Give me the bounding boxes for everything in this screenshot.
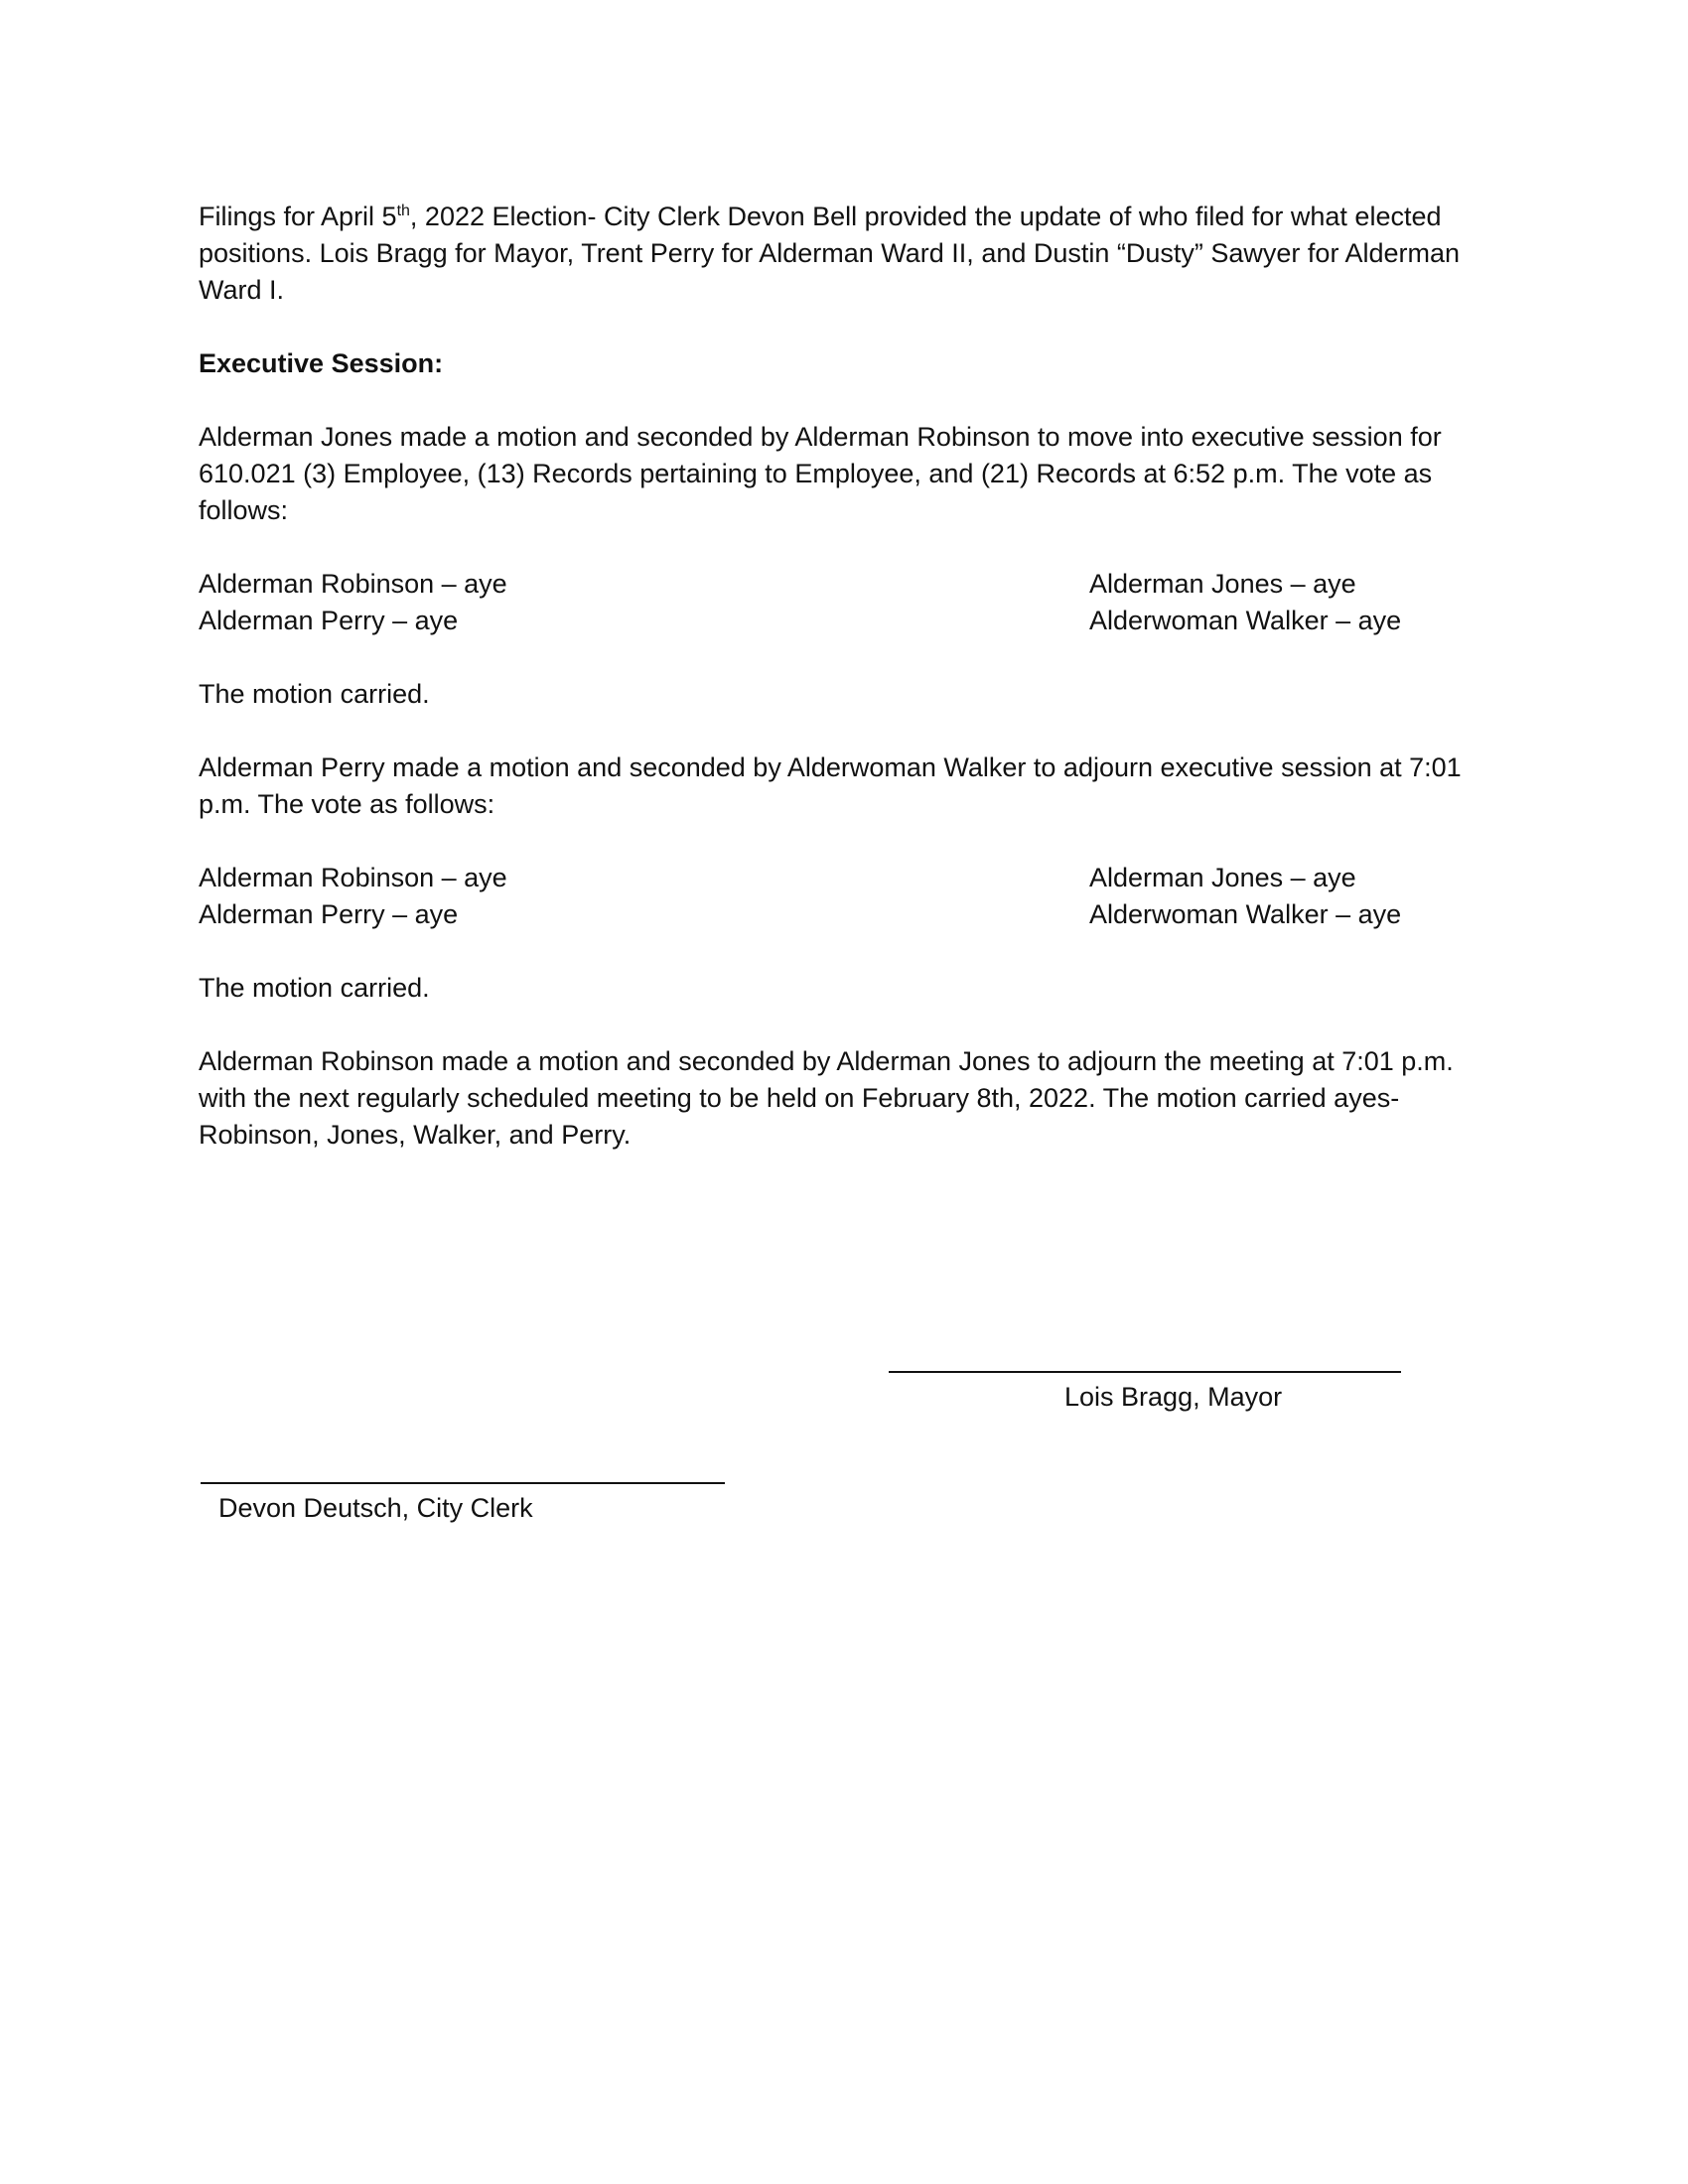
vote-perry: Alderman Perry – aye xyxy=(199,899,459,929)
vote-walker: Alderwoman Walker – aye xyxy=(1089,606,1402,635)
filings-text-start: Filings for April 5 xyxy=(199,202,397,231)
vote-jones: Alderman Jones – aye xyxy=(1089,863,1356,892)
motion-executive-session: Alderman Jones made a motion and seconded by Alderman Robinson to move into executive session for 610.021 (3) Employee, (13) Records pertaining to Employee, and (21) Records at 6:52 p.m. The vote as follows: xyxy=(199,422,1442,525)
mayor-signature-line xyxy=(889,1371,1401,1373)
filings-superscript: th xyxy=(396,203,410,219)
vote-walker: Alderwoman Walker – aye xyxy=(1089,899,1402,929)
document-body xyxy=(199,199,1489,1190)
vote-robinson: Alderman Robinson – aye xyxy=(199,863,507,892)
clerk-signature-line xyxy=(201,1482,725,1484)
vote-perry: Alderman Perry – aye xyxy=(199,606,459,635)
motion-result-1: The motion carried. xyxy=(199,679,430,709)
clerk-signature-label: Devon Deutsch, City Clerk xyxy=(218,1493,533,1523)
vote-list-2 xyxy=(199,860,1489,933)
vote-robinson: Alderman Robinson – aye xyxy=(199,569,507,599)
executive-session-heading: Executive Session: xyxy=(199,348,444,378)
filings-text-end: , 2022 Election- City Clerk Devon Bell provided the update of who filed for what elected positions. Lois Bragg for Mayor, Trent Perry for Alderman Ward II, and Dustin “Dusty” Sawyer for Alderman Ward I. xyxy=(199,202,1461,305)
vote-list-1 xyxy=(199,566,1489,639)
motion-adjourn-executive: Alderman Perry made a motion and seconded by Alderwoman Walker to adjourn executive session at 7:01 p.m. The vote as follows: xyxy=(199,752,1462,819)
motion-result-2: The motion carried. xyxy=(199,973,430,1003)
motion-adjourn-meeting: Alderman Robinson made a motion and seconded by Alderman Jones to adjourn the meeting at 7:01 p.m. with the next regularly scheduled meeting to be held on February 8th, 2022. The motion carried ayes- Robinson, Jones, Walker, and Perry. xyxy=(199,1046,1454,1150)
filings-paragraph xyxy=(199,199,1489,309)
mayor-signature-label: Lois Bragg, Mayor xyxy=(1064,1382,1283,1412)
vote-jones: Alderman Jones – aye xyxy=(1089,569,1356,599)
